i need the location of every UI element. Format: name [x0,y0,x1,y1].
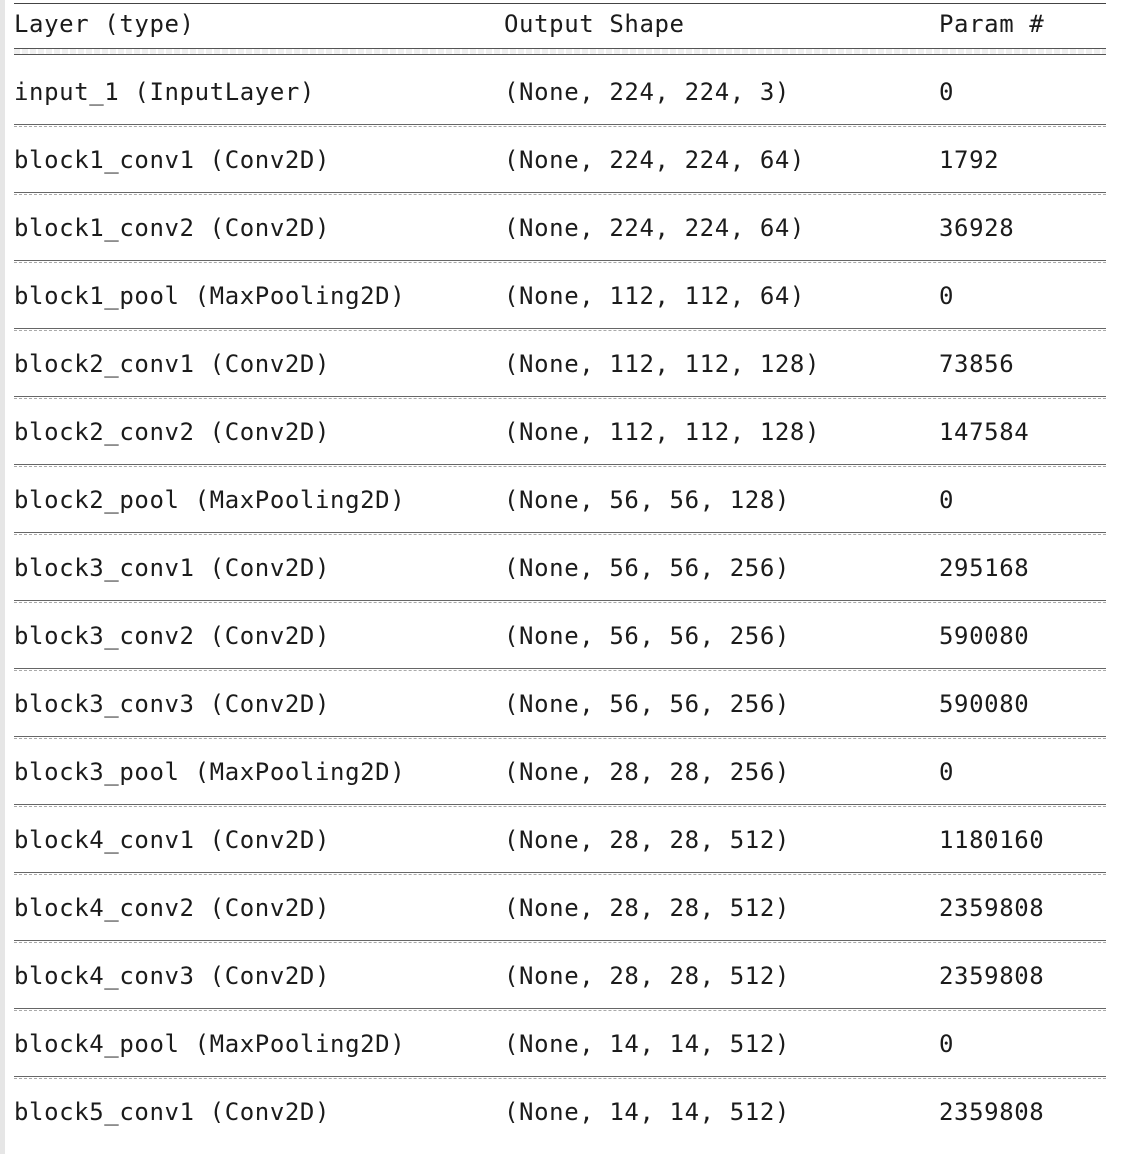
layer-name-cell: input_1 (InputLayer) [14,78,315,106]
top-rule [14,3,1106,4]
param-count-cell: 2359808 [939,1098,1045,1126]
header-double-rule [14,48,1106,55]
param-count-cell: 590080 [939,690,1030,718]
param-count-cell: 295168 [939,554,1030,582]
row-separator-shadow [14,874,1106,875]
header-layer-type: Layer (type) [14,10,195,38]
table-row [14,757,1106,825]
output-shape-cell: (None, 224, 224, 64) [504,214,805,242]
row-separator-shadow [14,262,1106,263]
table-row [14,689,1106,757]
row-separator-shadow [14,466,1106,467]
table-row [14,281,1106,349]
row-separator [14,464,1106,465]
param-count-cell: 2359808 [939,894,1045,922]
param-count-cell: 0 [939,1030,955,1058]
table-row [14,485,1106,553]
table-row [14,825,1106,893]
table-row [14,553,1106,621]
left-gutter [0,0,5,1154]
layer-name-cell: block3_conv2 (Conv2D) [14,622,331,650]
layer-name-cell: block1_pool (MaxPooling2D) [14,282,406,310]
layer-name-cell: block5_conv1 (Conv2D) [14,1098,331,1126]
param-count-cell: 147584 [939,418,1030,446]
output-shape-cell: (None, 112, 112, 128) [504,418,821,446]
output-shape-cell: (None, 56, 56, 256) [504,554,790,582]
layer-name-cell: block2_pool (MaxPooling2D) [14,486,406,514]
layer-name-cell: block4_conv1 (Conv2D) [14,826,331,854]
layer-name-cell: block3_conv3 (Conv2D) [14,690,331,718]
table-row [14,961,1106,1029]
row-separator-shadow [14,330,1106,331]
layer-name-cell: block2_conv1 (Conv2D) [14,350,331,378]
header-output-shape: Output Shape [504,10,685,38]
row-separator-shadow [14,738,1106,739]
param-count-cell: 73856 [939,350,1015,378]
output-shape-cell: (None, 224, 224, 64) [504,146,805,174]
layer-name-cell: block2_conv2 (Conv2D) [14,418,331,446]
output-shape-cell: (None, 28, 28, 256) [504,758,790,786]
layer-name-cell: block1_conv1 (Conv2D) [14,146,331,174]
output-shape-cell: (None, 14, 14, 512) [504,1030,790,1058]
output-shape-cell: (None, 28, 28, 512) [504,962,790,990]
table-row [14,417,1106,485]
output-shape-cell: (None, 56, 56, 256) [504,622,790,650]
row-separator [14,192,1106,193]
row-separator [14,1008,1106,1009]
param-count-cell: 0 [939,282,955,310]
table-row [14,621,1106,689]
output-shape-cell: (None, 14, 14, 512) [504,1098,790,1126]
table-row [14,893,1106,961]
row-separator [14,736,1106,737]
layer-name-cell: block3_conv1 (Conv2D) [14,554,331,582]
row-separator-shadow [14,534,1106,535]
row-separator [14,260,1106,261]
row-separator-shadow [14,1010,1106,1011]
table-row [14,145,1106,213]
layer-name-cell: block3_pool (MaxPooling2D) [14,758,406,786]
output-shape-cell: (None, 224, 224, 3) [504,78,790,106]
row-separator [14,532,1106,533]
param-count-cell: 0 [939,486,955,514]
row-separator [14,328,1106,329]
output-shape-cell: (None, 56, 56, 128) [504,486,790,514]
row-separator [14,396,1106,397]
row-separator-shadow [14,194,1106,195]
layer-name-cell: block4_pool (MaxPooling2D) [14,1030,406,1058]
output-shape-cell: (None, 56, 56, 256) [504,690,790,718]
param-count-cell: 2359808 [939,962,1045,990]
row-separator [14,872,1106,873]
layer-name-cell: block1_conv2 (Conv2D) [14,214,331,242]
row-separator-shadow [14,602,1106,603]
param-count-cell: 1180160 [939,826,1045,854]
output-shape-cell: (None, 112, 112, 64) [504,282,805,310]
table-row [14,1097,1106,1165]
output-shape-cell: (None, 112, 112, 128) [504,350,821,378]
layer-name-cell: block4_conv2 (Conv2D) [14,894,331,922]
table-row [14,349,1106,417]
param-count-cell: 0 [939,758,955,786]
header-param-count: Param # [939,10,1045,38]
param-count-cell: 590080 [939,622,1030,650]
layer-name-cell: block4_conv3 (Conv2D) [14,962,331,990]
row-separator-shadow [14,126,1106,127]
row-separator [14,600,1106,601]
param-count-cell: 1792 [939,146,1000,174]
row-separator-shadow [14,806,1106,807]
row-separator-shadow [14,398,1106,399]
row-separator [14,940,1106,941]
row-separator [14,668,1106,669]
table-row [14,77,1106,145]
table-header [14,8,1106,40]
row-separator [14,124,1106,125]
param-count-cell: 0 [939,78,955,106]
output-shape-cell: (None, 28, 28, 512) [504,826,790,854]
row-separator [14,804,1106,805]
row-separator-shadow [14,670,1106,671]
row-separator-shadow [14,942,1106,943]
row-separator [14,1076,1106,1077]
table-row [14,1029,1106,1097]
output-shape-cell: (None, 28, 28, 512) [504,894,790,922]
table-row [14,213,1106,281]
row-separator-shadow [14,1078,1106,1079]
param-count-cell: 36928 [939,214,1015,242]
